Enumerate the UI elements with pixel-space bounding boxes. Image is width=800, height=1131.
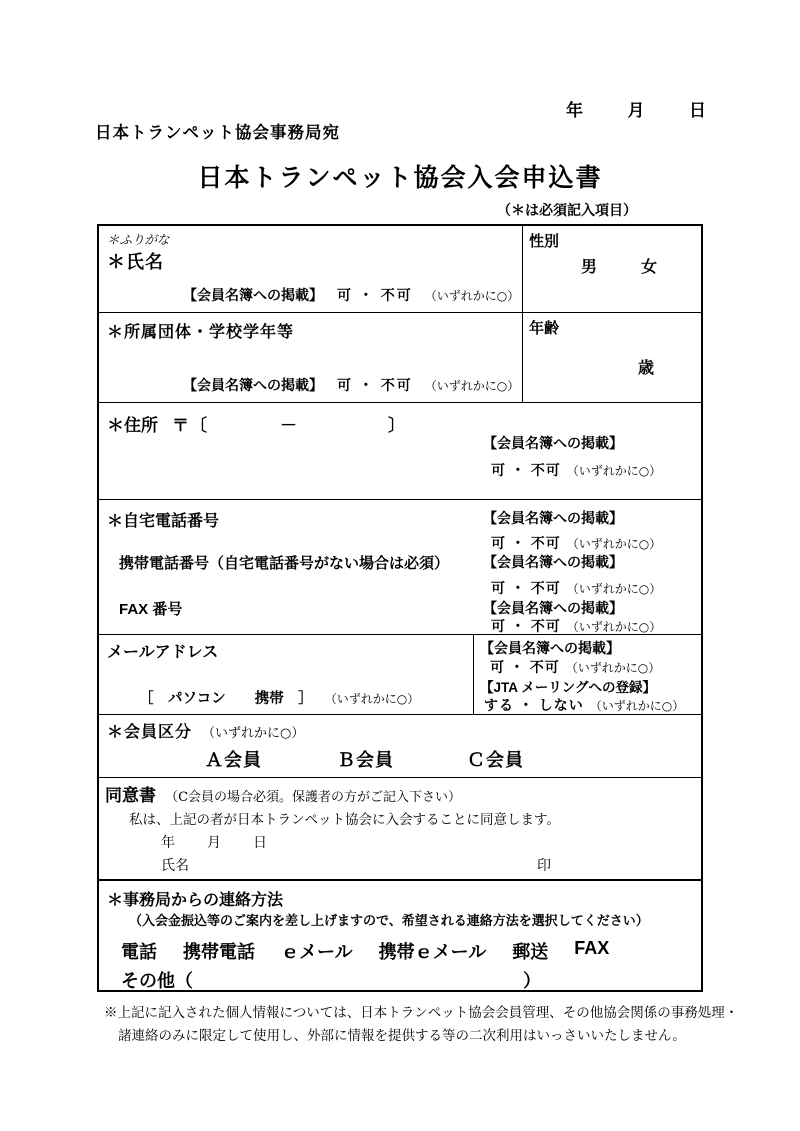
category-label: ＊会員区分 <box>107 724 193 741</box>
directory-options: 可 ・ 不可 <box>491 580 561 596</box>
row-contact-method <box>99 879 701 990</box>
category-option-c: Ｃ会員 <box>467 750 524 770</box>
contact-method-note: （入会金振込等のご案内を差し上げますので、希望される連絡方法を選択してください） <box>129 913 649 928</box>
gender-label: 性別 <box>529 233 560 250</box>
row-address <box>99 402 701 499</box>
date-day-label: 日 <box>689 101 706 120</box>
consent-title: 同意書 <box>105 786 156 806</box>
privacy-note-line1: ※上記に記入された個人情報については、日本トランペット協会会員管理、その他協会関係の事務処理・ <box>104 1005 739 1021</box>
category-option-a: Ａ会員 <box>205 750 262 770</box>
email-directory-options <box>490 657 660 677</box>
name-directory-line <box>183 285 519 305</box>
category-label-line <box>107 719 304 742</box>
age-label: 年齢 <box>529 320 560 337</box>
furigana-label: ＊ふりがな <box>107 232 170 247</box>
row-email <box>99 634 701 714</box>
consent-date-month: 月 <box>207 835 221 851</box>
address-directory-options <box>491 460 661 480</box>
privacy-note-line2: 諸連絡のみに限定して使用し、外部に情報を提供する等の二次利用はいっさいいたしません。 <box>118 1028 686 1044</box>
cell-gender <box>523 226 701 312</box>
directory-label: 【会員名簿への掲載】 <box>480 640 620 656</box>
contact-option-email: ｅメール <box>281 942 353 962</box>
fax-number-label: FAX 番号 <box>119 601 183 618</box>
circle-one-note: （いずれかに○） <box>424 289 520 303</box>
contact-option-mobile-email: 携帯ｅメール <box>378 942 487 962</box>
row-member-category <box>99 714 701 777</box>
header-date-line <box>566 96 706 121</box>
address-label: ＊住所 <box>107 416 158 435</box>
age-unit-label: 歳 <box>638 360 655 377</box>
circle-one-note: （いずれかに○） <box>202 726 305 741</box>
date-month-label: 月 <box>627 101 645 120</box>
row-phones <box>99 499 701 634</box>
mobile-phone-label: 携帯電話番号（自宅電話番号がない場合は必須） <box>119 555 450 572</box>
directory-options: 可 ・ 不可 <box>337 377 413 393</box>
consent-body: 私は、上記の者が日本トランペット協会に入会することに同意します。 <box>129 812 560 828</box>
cell-affiliation <box>99 313 523 402</box>
contact-method-options <box>121 938 609 964</box>
name-label: ＊氏名 <box>107 252 164 272</box>
required-fields-note: （＊は必須記入項目） <box>497 202 637 218</box>
directory-options: 可 ・ 不可 <box>337 287 413 303</box>
consent-note: （C会員の場合必須。保護者の方がご記入下さい） <box>165 790 462 805</box>
form-title: 日本トランペット協会入会申込書 <box>197 164 603 192</box>
circle-one-note: （いずれかに○） <box>424 379 520 393</box>
affiliation-directory-line <box>183 375 519 395</box>
row-consent <box>99 777 701 879</box>
contact-option-mobile: 携帯電話 <box>183 942 255 962</box>
cell-email <box>99 635 473 714</box>
contact-option-fax: FAX <box>574 938 610 958</box>
row-name-gender <box>99 226 701 312</box>
consent-date-day: 日 <box>253 835 267 851</box>
fax-directory-options <box>491 616 661 636</box>
date-year-label: 年 <box>566 101 583 120</box>
circle-one-note: （いずれかに○） <box>324 692 420 706</box>
directory-label: 【会員名簿への掲載】 <box>183 287 323 303</box>
directory-label: 【会員名簿への掲載】 <box>483 600 623 616</box>
email-type-options: ［ パソコン 携帯 ］ <box>139 691 313 707</box>
circle-one-note: （いずれかに○） <box>565 661 661 675</box>
contact-other-line <box>121 967 541 993</box>
gender-male: 男 <box>581 259 598 276</box>
consent-seal-label: 印 <box>537 858 551 874</box>
circle-one-note: （いずれかに○） <box>566 464 662 478</box>
cell-age <box>523 313 701 402</box>
directory-options: 可 ・ 不可 <box>490 659 560 675</box>
circle-one-note: （いずれかに○） <box>589 699 685 713</box>
contact-option-phone: 電話 <box>121 942 157 962</box>
directory-label: 【会員名簿への掲載】 <box>483 435 623 451</box>
home-phone-label: ＊自宅電話番号 <box>107 513 220 530</box>
application-table <box>97 224 703 992</box>
directory-label: 【会員名簿への掲載】 <box>483 510 623 526</box>
directory-options: 可 ・ 不可 <box>491 462 561 478</box>
directory-options: 可 ・ 不可 <box>491 535 561 551</box>
jta-mailing-label: 【JTA メーリングへの登録】 <box>480 680 656 695</box>
email-type-line <box>139 687 419 708</box>
consent-date-year: 年 <box>161 835 175 851</box>
mobile-phone-directory-options <box>491 578 661 598</box>
consent-name-label: 氏名 <box>161 858 189 874</box>
contact-option-post: 郵送 <box>512 942 549 962</box>
home-phone-directory-options <box>491 533 661 553</box>
email-label: メールアドレス <box>107 644 219 661</box>
consent-date-line <box>161 832 267 852</box>
address-line <box>107 411 406 436</box>
category-option-b: Ｂ会員 <box>337 750 394 770</box>
addressee: 日本トランペット協会事務局宛 <box>95 124 340 142</box>
row-affiliation-age <box>99 312 701 402</box>
privacy-note <box>104 1002 738 1048</box>
jta-options: する ・ しない <box>484 697 584 713</box>
directory-label: 【会員名簿への掲載】 <box>483 554 623 570</box>
cell-email-directory <box>473 635 701 714</box>
cell-name <box>99 226 523 312</box>
gender-options <box>581 254 657 277</box>
directory-options: 可 ・ 不可 <box>491 618 561 634</box>
contact-other-label: その他（ <box>121 971 193 991</box>
circle-one-note: （いずれかに○） <box>566 620 662 634</box>
affiliation-label: ＊所属団体・学校学年等 <box>107 324 295 341</box>
directory-label: 【会員名簿への掲載】 <box>183 377 323 393</box>
consent-title-line <box>105 781 461 806</box>
gender-female: 女 <box>641 259 658 276</box>
circle-one-note: （いずれかに○） <box>566 582 662 596</box>
circle-one-note: （いずれかに○） <box>566 537 662 551</box>
postal-code-field: 〒〔 － 〕 <box>172 416 406 435</box>
contact-other-close-paren: ） <box>523 971 541 991</box>
contact-method-label: ＊事務局からの連絡方法 <box>107 892 284 909</box>
jta-mailing-options <box>484 695 684 715</box>
